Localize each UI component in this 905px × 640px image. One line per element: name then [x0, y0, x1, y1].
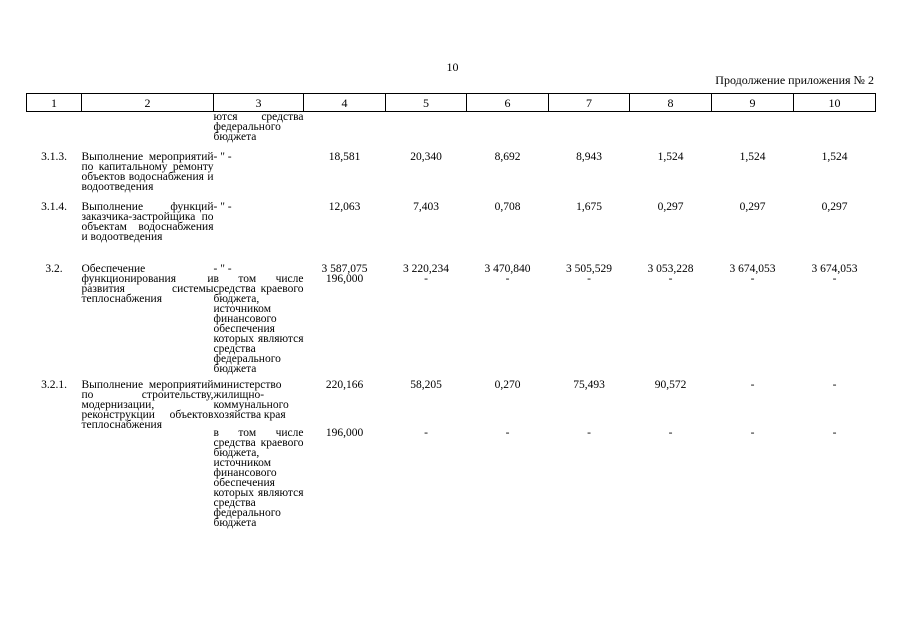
value-col-4: 220,166	[325, 379, 364, 391]
responsible-source: - " -	[213, 151, 232, 163]
value-col-9: -	[750, 273, 755, 285]
value-col-5	[386, 112, 467, 143]
value-col-4	[304, 112, 386, 143]
value-col-4: 12,063	[328, 201, 361, 213]
value-col-6	[467, 112, 549, 143]
value-col-4: 3 587,075	[321, 263, 368, 275]
value-col-5: -	[424, 273, 428, 285]
value-col-9: 3 674,053	[729, 263, 776, 275]
responsible-source: - " -	[213, 201, 232, 213]
value-col-7: -	[587, 273, 591, 285]
measure-name: Выполнение мероприятий по капитальному ремонту объектов водоснабжения и водоотведения	[81, 151, 214, 193]
value-col-8: 0,297	[657, 201, 684, 213]
value-col-7: 1,675	[576, 201, 602, 213]
row-number: 3.1.3.	[41, 151, 67, 163]
row-number: 3.2.1.	[41, 379, 67, 391]
value-col-8: 3 053,228	[647, 263, 694, 275]
table-row	[27, 380, 876, 420]
value-col-7: 3 505,529	[566, 263, 612, 275]
value-col-7	[549, 112, 630, 143]
measure-name	[82, 112, 214, 143]
value-col-4: 18,581	[328, 151, 361, 163]
header-row	[27, 94, 876, 112]
value-col-6: -	[505, 427, 510, 439]
header-col-6: 6	[467, 94, 549, 112]
value-col-5: 7,403	[413, 201, 439, 213]
responsible-source: - " -	[213, 263, 232, 275]
row-number: 3.1.4.	[41, 201, 67, 213]
header-col-9: 9	[712, 94, 794, 112]
value-col-9	[712, 112, 794, 143]
value-col-10	[794, 112, 876, 143]
measure-name: Обеспечение функционирования и развития системы теплоснабжения	[81, 263, 214, 305]
header-col-10: 10	[794, 94, 876, 112]
row-number	[27, 112, 82, 143]
table-row	[27, 112, 876, 143]
measure-name: Выполнение функций заказчика-застройщика по объектам водоснабжения и водоотведения	[81, 201, 214, 243]
value-col-9: 0,297	[739, 201, 766, 213]
row-number	[27, 274, 82, 374]
value-col-6: -	[505, 273, 510, 285]
value-col-9: -	[750, 379, 755, 391]
value-col-8	[630, 112, 712, 143]
value-col-10: -	[832, 379, 837, 391]
value-col-6: 0,708	[494, 201, 521, 213]
value-col-8: 90,572	[654, 379, 687, 391]
value-col-10: 3 674,053	[811, 263, 858, 275]
header-col-7: 7	[549, 94, 630, 112]
value-col-5: 58,205	[410, 379, 442, 391]
value-col-10: 1,524	[821, 151, 848, 163]
row-number: 3.2.	[45, 263, 63, 275]
value-col-10: -	[832, 427, 837, 439]
responsible-source: министерство жилищно-коммунального хозяйства края	[213, 379, 289, 421]
measure-name: Выполнение мероприятий по строительству, модернизации, реконструкции объектов теплоснабжения	[81, 379, 214, 431]
header-col-2: 2	[82, 94, 214, 112]
value-col-8: 1,524	[657, 151, 684, 163]
value-col-10: -	[832, 273, 837, 285]
page-number: 10	[446, 60, 459, 74]
responsible-source: в том числе средства краевого бюджета, источником финансового обеспечения которых являются средства федерального бюджета	[213, 273, 304, 375]
value-col-6: 0,270	[494, 379, 521, 391]
value-col-10: 0,297	[821, 201, 848, 213]
row-gap	[27, 242, 876, 264]
table-row	[27, 264, 876, 274]
header-col-8: 8	[630, 94, 712, 112]
header-col-1: 1	[27, 94, 82, 112]
table-row	[27, 202, 876, 242]
value-col-4: 196,000	[325, 427, 364, 439]
header-col-5: 5	[386, 94, 467, 112]
responsible-source: ются средства федерального бюджета	[213, 111, 304, 143]
value-col-8: -	[668, 427, 673, 439]
value-col-5: 3 220,234	[403, 263, 449, 275]
value-col-4: 196,000	[325, 273, 364, 285]
value-col-6: 3 470,840	[484, 263, 531, 275]
value-col-9: -	[750, 427, 755, 439]
value-col-7: -	[587, 427, 591, 439]
program-table	[26, 93, 876, 528]
continuation-title: Продолжение приложения № 2	[715, 73, 874, 87]
value-col-5: 20,340	[410, 151, 442, 163]
value-col-7: 8,943	[576, 151, 602, 163]
value-col-7: 75,493	[573, 379, 605, 391]
header-col-4: 4	[304, 94, 386, 112]
value-col-6: 8,692	[494, 151, 521, 163]
header-col-3: 3	[214, 94, 304, 112]
row-number	[27, 420, 82, 528]
value-col-5: -	[424, 427, 428, 439]
table-row	[27, 152, 876, 192]
value-col-9: 1,524	[739, 151, 766, 163]
responsible-source: в том числе средства краевого бюджета, источником финансового обеспечения которых являются средства федерального бюджета	[213, 427, 304, 529]
value-col-8: -	[668, 273, 673, 285]
